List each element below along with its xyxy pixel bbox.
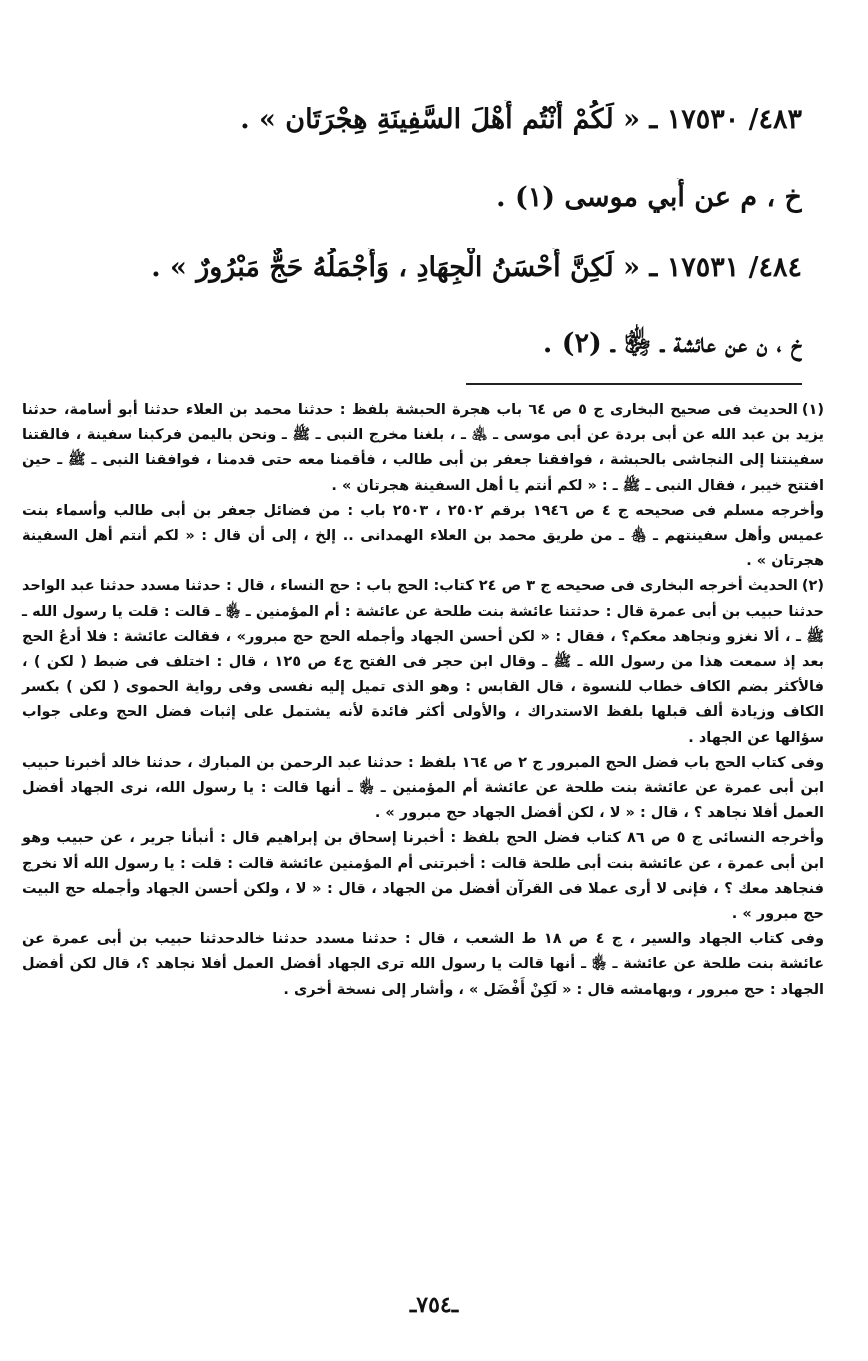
footnote-number: (٢)	[801, 578, 824, 595]
hadith-483-source: خ ، م عن أَبي موسى (١) .	[496, 182, 802, 213]
page-number: ـ٧٥٤ـ	[409, 1292, 459, 1318]
footnote-paragraph	[22, 398, 824, 499]
hadith-484-text: ٤٨٤/ ١٧٥٣١ ـ « لَكِنَّ أَحْسَنُ الْجِهَادِ ، وَأَجْمَلُهُ حَجٌّ مَبْرُورٌ » .	[151, 252, 802, 283]
footnote-text: الحديث أخرجه البخارى فى صحيحه ج ٣ ص ٢٤ كتاب: الحج باب : حج النساء ، قال : حدثنا مسدد حدثنا عبد الواحد حدثنا حبيب بن أبى عمرة قال : حدثتنا عائشة بنت طلحة عن عائشة : أم المؤمنين ـ ﵂ ـ قالت : قلت يا رسول الله ـ ﷺ ـ ، ألا نغزو ونجاهد معكم؟ ، فقال : « لكن أحسن الجهاد وأجمله الحج حج مبرور» ، فقالت عائشة : فلا أدعُ الحج بعد إذ سمعت هذا من رسول الله ـ ﷺ ـ وقال ابن حجر فى الفتح ج٤ ص ١٢٥ ، قال : اختلف فى ضبط ( لكن ) ، فالأكثر بضم الكاف خطاب للنسوة ، قال القابس : وهو الذى تميل إليه نفسى وفى رواية الحموى ( لكن ) بكسر الكاف وزيادة ألف قبلها بلفظ الاستدراك ، والأولى أكثر فائدة لأنه يشتمل على إثبات فضل الحج وعلى جواب سؤالها عن الجهاد .	[22, 578, 824, 746]
footnote-paragraph: وفى كتاب الحج باب فضل الحج المبرور ج ٢ ص ١٦٤ بلفظ : حدثنا عبد الرحمن بن المبارك ، حدثنا خالد أخبرنا حبيب ابن أبى عمرة عن عائشة بنت طلحة عن عائشة أم المؤمنين ـ ﵂ ـ أنها قالت : يا رسول الله، نرى الجهاد أفضل العمل أفلا نجاهد ؟ ، قال : « لا ، لكن أفضل الجهاد حج مبرور » .	[22, 754, 824, 822]
footnote-2	[22, 574, 824, 1002]
footnote-paragraph: وأخرجه النسائى ج ٥ ص ٨٦ كتاب فضل الحج بلفظ : أخبرنا إسحاق بن إبراهيم قال : أنبأنا جرير ، عن حبيب وهو ابن أبى عمرة ، عن عائشة بنت أبى طلحة قالت : أخبرتنى أم المؤمنين عائشة قالت : قلت : يا رسول الله ألا نخرج فنجاهد معك ؟ ، فإنى لا أرى عملا فى القرآن أفضل من الجهاد ، قال : « لا ، ولكن أحسن الجهاد وأجمله حج البيت حج مبرور » .	[22, 830, 824, 923]
footnote-number: (١)	[801, 402, 824, 418]
footnote-1	[22, 398, 824, 574]
footnote-paragraph: وأخرجه مسلم فى صحيحه ج ٤ ص ١٩٤٦ برقم ٢٥٠٢ ، ٢٥٠٣ باب : من فضائل جعفر بن أبى طالب وأسماء بنت عميس وأهل سفينتهم ـ ﵃ ـ من طريق محمد بن العلاء الهمدانى .. إلخ ، إلى أن قال : « لكم أنتم أهل السفينة هجرتان » .	[22, 502, 825, 570]
hadith-483-text: ٤٨٣/ ١٧٥٣٠ ـ « لَكُمْ أَنْتُم أَهْلَ السَّفِينَةِ هِجْرَتَان » .	[240, 104, 802, 135]
footnote-paragraph	[22, 574, 824, 750]
footnote-paragraph: وفى كتاب الجهاد والسير ، ج ٤ ص ١٨ ط الشعب ، قال : حدثنا مسدد حدثنا خالدحدثنا حبيب بن أبى عمرة عن عائشة بنت طلحة عن عائشة ـ ﵂ ـ أنها قالت يا رسول الله ترى الجهاد أفضل العمل أفلا نجاهد ؟، قال لكن أفضل الجهاد : حج مبرور ، وبهامشه قال : « لَكِنْ أَفْضَل » ، وأشار إلى نسخة أخرى .	[22, 931, 824, 998]
hadith-484-source: خ ، ن عن عائشة ـ ﵂ ـ (٢) .	[542, 328, 802, 359]
footnote-text: الحديث فى صحيح البخارى ج ٥ ص ٦٤ باب هجرة الحبشة بلفظ : حدثنا محمد بن العلاء حدثنا أبو أسامة، حدثنا يزيد بن عبد الله عن أبى بردة عن أبى موسى ـ ﵁ ـ ، بلغنا مخرج النبى ـ ﷺ ـ ونحن باليمن فركبنا سفينة ، فالقتنا سفينتنا إلى النجاشى بالحبشة ، فوافقنا جعفر بن أبى طالب ، فأقمنا معه حتى قدمنا ، فوافقنا النبى ـ ﷺ ـ حين افتتح خيبر ، فقال النبى ـ ﷺ ـ : « لكم أنتم يا أهل السفينة هجرتان » .	[22, 402, 824, 494]
footnotes	[22, 398, 824, 1003]
footnote-separator	[466, 383, 802, 385]
